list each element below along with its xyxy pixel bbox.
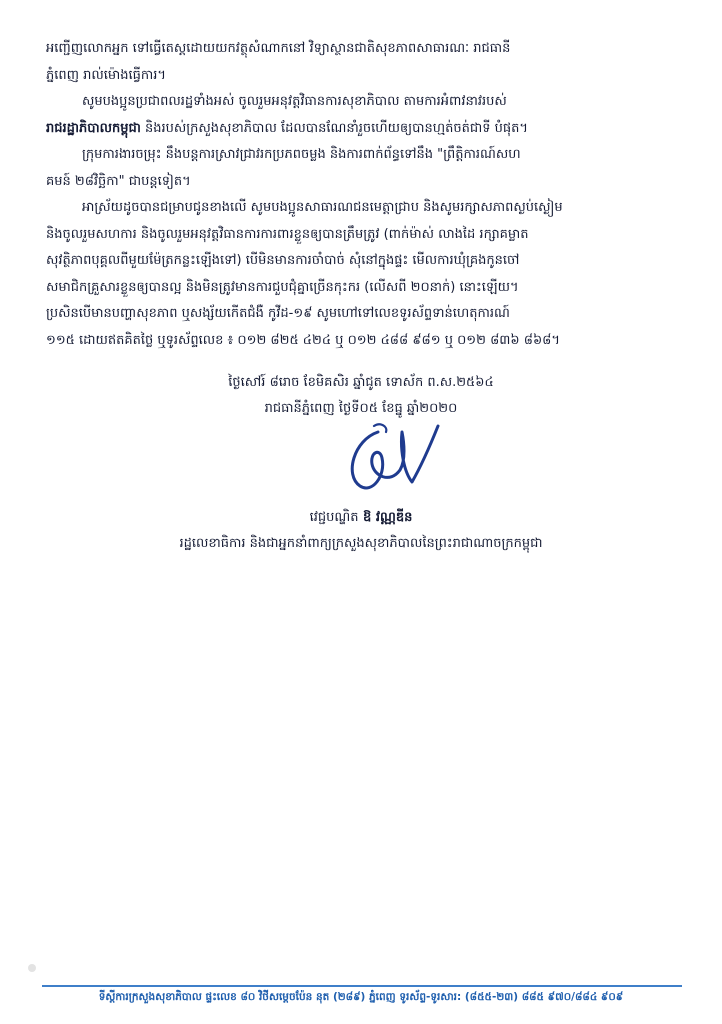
paragraph-2-line-1: សូមបងប្អូនប្រជាពលរដ្ឋទាំងអស់ ចូលរួមអនុវត្តវិធានការសុខាភិបាល តាមការអំពាវនាវរបស់ <box>82 94 507 109</box>
paragraph-1-line-2: ភ្នំពេញ រាល់ម៉ោងធ្វើការ។ <box>46 67 166 83</box>
solar-date: រាជធានីភ្នំពេញ ថ្ងៃទី០៥ ខែធ្នូ ឆ្នាំ២០២០ <box>264 401 458 416</box>
paragraph-4-line-4: សមាជិកគ្រួសារខ្លួនឲ្យបានល្អ និងមិនត្រូវមានការជួបជុំគ្នាច្រើនកុះករ (លើសពី ២០នាក់) នោះឡើយ។ <box>46 279 519 295</box>
signer-title: រដ្ឋលេខាធិការ និងជាអ្នកនាំពាក្យក្រសួងសុខាភិបាលនៃព្រះរាជាណាចក្រកម្ពុជា <box>179 536 543 551</box>
handwritten-signature <box>334 420 444 500</box>
paragraph-2-line-2-rest: និងរបស់ក្រសួងសុខាភិបាល ដែលបានណែនាំរួចហើយឲ្យបានហ្មត់ចត់ជាទី បំផុត។ <box>140 120 528 136</box>
paragraph-2-line-2 <box>46 116 676 143</box>
letter-body <box>46 36 676 354</box>
signer-prefix: វេជ្ជបណ្ឌិត <box>309 510 359 525</box>
paragraph-3-line-1: ក្រុមការងារចម្រុះ នឹងបន្តការស្រាវជ្រាវរកប្រភពចម្លង និងការពាក់ព័ន្ធទៅនឹង "ព្រឹត្តិការណ៍សហ <box>82 147 521 162</box>
signer-name <box>0 506 722 530</box>
footer-divider <box>42 985 682 987</box>
lunar-date: ថ្ងៃសៅរ៍ ៨រោច ខែមិគសិរ ឆ្នាំជូត ទោស័ក ព.ស.២៥៦៤ <box>228 375 494 390</box>
paragraph-3-line-2: គមន៍ ២៨វិច្ឆិកា" ជាបន្តទៀត។ <box>46 173 191 189</box>
paragraph-4-line-3: សុវត្ថិភាពបុគ្គលពីមួយម៉ែត្រកន្លះឡើងទៅ) បើមិនមានការចាំបាច់ សុំនៅក្នុងផ្ទះ មើលការឃុំគ្រងកូនចៅ <box>46 253 520 268</box>
paragraph-4-line-6: ១១៥ ដោយឥតគិតថ្លៃ ឬទូរស័ព្ទលេខ ៖ ០១២ ៨២៥ ៤២៤ ឬ ០១២ ៤៨៨ ៩៨១ ឬ ០១២ ៨៣៦ ៨៦៨។ <box>46 332 560 348</box>
signature-stroke-2 <box>374 424 386 432</box>
paper-speck <box>28 964 36 972</box>
paragraph-1-line-1: អញ្ជើញលោកអ្នក ទៅធ្វើតេស្តដោយយកវត្ថុសំណាកនៅ វិទ្យាស្ថានជាតិសុខភាពសាធារណៈ រាជធានី <box>46 41 511 56</box>
government-name: រាជរដ្ឋាភិបាលកម្ពុជា <box>46 120 141 136</box>
paragraph-4-line-1: អាស្រ័យដូចបានជម្រាបជូនខាងលើ សូមបងប្អូនសាធារណជនមេត្តាជ្រាប និងសូមរក្សាសភាពស្ងប់ស្ងៀម <box>82 200 563 215</box>
signature-stroke-1 <box>352 426 438 488</box>
paragraph-4-line-5: ប្រសិនបើមានបញ្ហាសុខភាព ឬសង្ស័យកើតជំងឺ កូវីដ-១៩ សូមហៅទៅលេខទូរស័ព្ទទាន់ហេតុការណ៍ <box>46 306 510 321</box>
paragraph-4-line-2: និងចូលរួមសហការ និងចូលរួមអនុវត្តវិធានការការពារខ្លួនឲ្យបានត្រឹមត្រូវ (ពាក់ម៉ាស់ លាងដៃ រក្សាគម្លាត <box>46 226 529 242</box>
signer-name-bold: ឱ វណ្ណឌីន <box>358 510 413 525</box>
footer-address: ទីស្តីការក្រសួងសុខាភិបាល ផ្ទះលេខ ៨០ វិថីសម្តេចប៉ែន នុត (២៨៩) ភ្នំពេញ ទូរស័ព្ទ-ទូរសារ: (៨៥៥-២៣) ៨៨៥ ៩៧០/៨៨៤ ៩០៩ <box>98 991 624 1003</box>
